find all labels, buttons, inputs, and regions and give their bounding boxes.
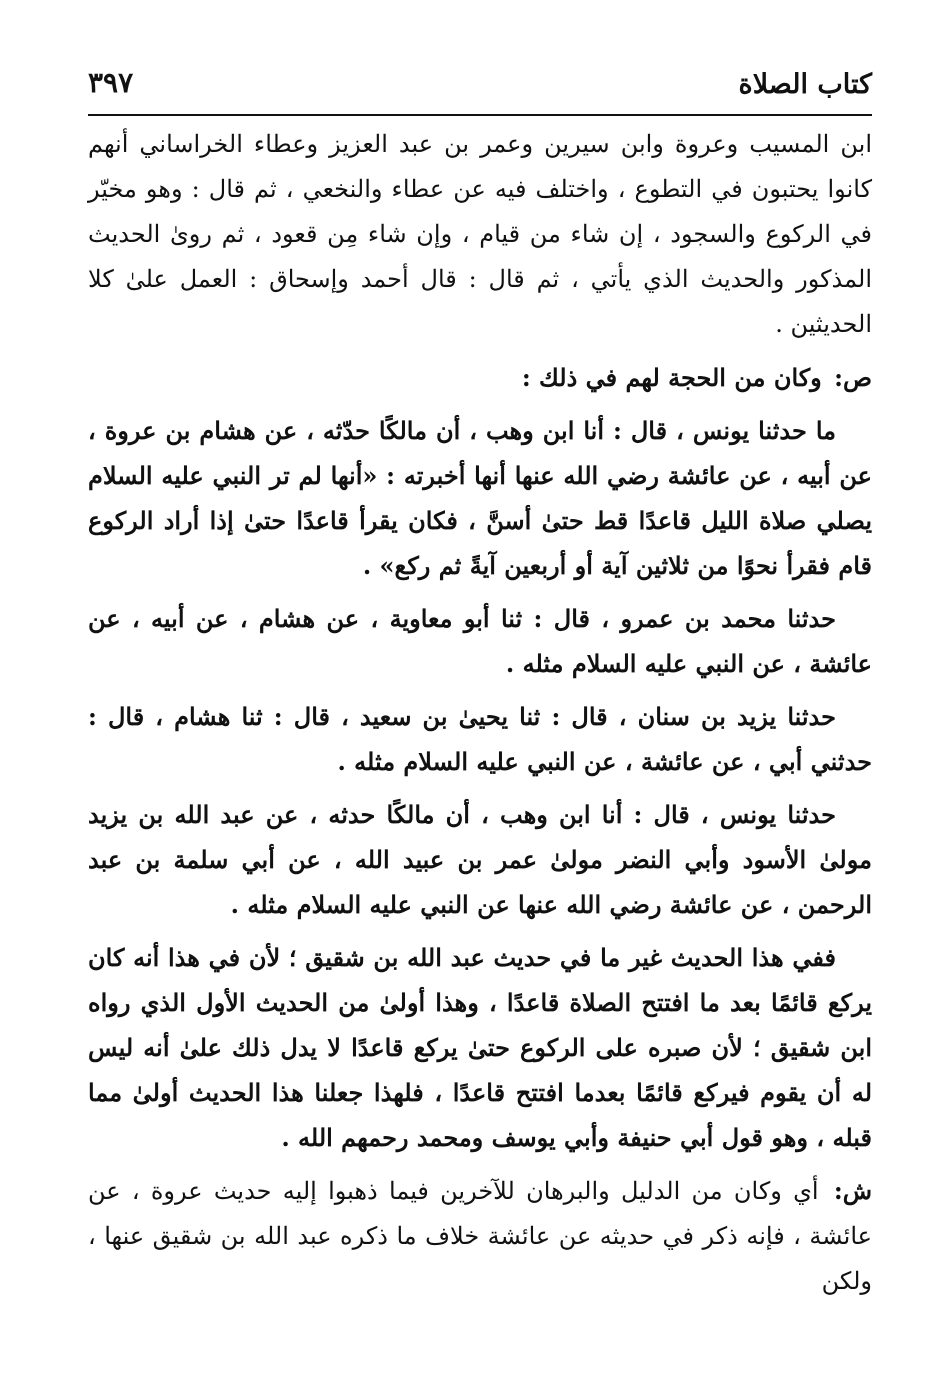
paragraph-text: وكان من الحجة لهم في ذلك : bbox=[521, 363, 822, 392]
page-header bbox=[88, 52, 872, 116]
commentary-label: ش: bbox=[833, 1176, 872, 1205]
book-title: كتاب الصلاة bbox=[738, 69, 872, 100]
page-body bbox=[88, 116, 872, 1304]
commentary-paragraph bbox=[88, 1168, 872, 1304]
book-page bbox=[88, 52, 872, 1352]
matn-paragraph-heading bbox=[88, 355, 872, 400]
paragraph-text: حدثنا محمد بن عمرو ، قال : ثنا أبو معاوية ، عن هشام ، عن أبيه ، عن عائشة ، عن النبي عليه السلام مثله . bbox=[88, 604, 872, 678]
hadith-paragraph bbox=[88, 408, 872, 588]
page-number: ٣٩٧ bbox=[88, 66, 134, 99]
paragraph-text: أي وكان من الدليل والبرهان للآخرين فيما ذهبوا إليه حديث عروة ، عن عائشة ، فإنه ذكر في حديثه عن عائشة خلاف ما ذكره عبد الله بن شقيق عنها ، ولكن bbox=[88, 1177, 872, 1295]
author-discussion-paragraph bbox=[88, 935, 872, 1160]
paragraph-text: ابن المسيب وعروة وابن سيرين وعمر بن عبد العزيز وعطاء الخراساني أنهم كانوا يحتبون في التطوع ، واختلف فيه عن عطاء والنخعي ، ثم قال : وهو مخيّر في الركوع والسجود ، إن شاء من قيام ، وإن شاء مِن قعود ، ثم روىٰ الحديث المذكور والحديث الذي يأتي ، ثم قال : قال أحمد وإسحاق : العمل علىٰ كلا الحديثين . bbox=[88, 130, 872, 338]
commentary-paragraph-continuation bbox=[88, 122, 872, 347]
paragraph-text: ففي هذا الحديث غير ما في حديث عبد الله بن شقيق ؛ لأن في هذا أنه كان يركع قائمًا بعد ما افتتح الصلاة قاعدًا ، وهذا أولىٰ من الحديث الأول الذي رواه ابن شقيق ؛ لأن صبره على الركوع حتىٰ يركع قاعدًا لا يدل ذلك علىٰ أنه ليس له أن يقوم فيركع قائمًا بعدما افتتح قاعدًا ، فلهذا جعلنا هذا الحديث أولىٰ مما قبله ، وهو قول أبي حنيفة وأبي يوسف ومحمد رحمهم الله . bbox=[88, 943, 873, 1152]
matn-label: ص: bbox=[834, 363, 872, 392]
hadith-paragraph bbox=[88, 694, 872, 784]
paragraph-text: حدثنا يونس ، قال : أنا ابن وهب ، أن مالكًا حدثه ، عن عبد الله بن يزيد مولىٰ الأسود وأبي النضر مولىٰ عمر بن عبيد الله ، عن أبي سلمة بن عبد الرحمن ، عن عائشة رضي الله عنها عن النبي عليه السلام مثله . bbox=[88, 800, 872, 919]
hadith-paragraph bbox=[88, 596, 872, 686]
hadith-paragraph bbox=[88, 792, 872, 927]
paragraph-text: ما حدثنا يونس ، قال : أنا ابن وهب ، أن مالكًا حدّثه ، عن هشام بن عروة ، عن أبيه ، عن عائشة رضي الله عنها أنها أخبرته : «أنها لم تر النبي عليه السلام يصلي صلاة الليل قاعدًا قط حتىٰ أسنَّ ، فكان يقرأ قاعدًا حتىٰ إذا أراد الركوع قام فقرأ نحوًا من ثلاثين آية أو أربعين آيةً ثم ركع» . bbox=[88, 416, 872, 580]
paragraph-text: حدثنا يزيد بن سنان ، قال : ثنا يحيىٰ بن سعيد ، قال : ثنا هشام ، قال : حدثني أبي ، عن عائشة ، عن النبي عليه السلام مثله . bbox=[88, 702, 872, 776]
